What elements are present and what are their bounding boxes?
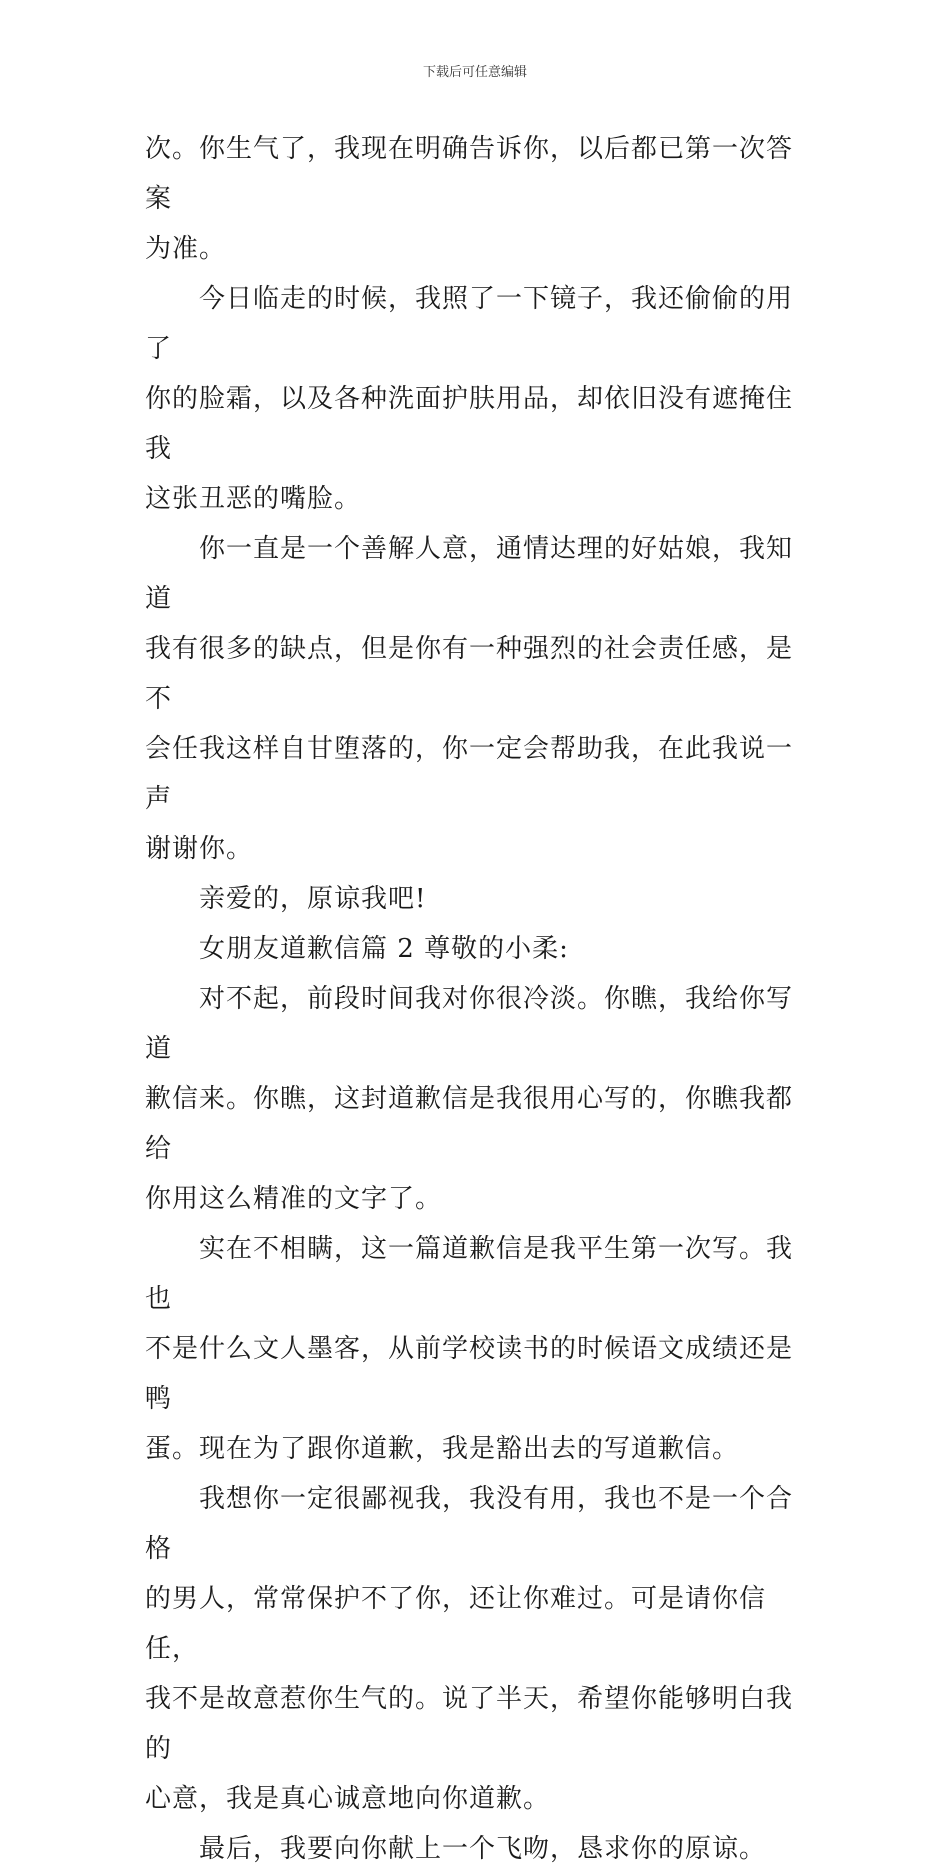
paragraph: 次。你生气了，我现在明确告诉你，以后都已第一次答案 为准。: [145, 134, 794, 264]
paragraph: 最后，我要向你献上一个飞吻，恳求你的原谅。: [145, 1834, 767, 1864]
paragraph: 亲爱的，原谅我吧!: [145, 884, 427, 914]
paragraph: 实在不相瞒，这一篇道歉信是我平生第一次写。我也 不是什么文人墨客，从前学校读书的时候语文成绩还是鸭 蛋。现在为了跟你道歉，我是豁出去的写道歉信。: [145, 1234, 794, 1464]
paragraph: 你一直是一个善解人意，通情达理的好姑娘，我知道 我有很多的缺点，但是你有一种强烈的社会责任感，是不 会任我这样自甘堕落的，你一定会帮助我，在此我说一声 谢谢你。: [145, 534, 794, 864]
section-heading: 女朋友道歉信篇 2 尊敬的小柔:: [145, 934, 569, 964]
paragraph: 我想你一定很鄙视我，我没有用，我也不是一个合格 的男人，常常保护不了你，还让你难过。可是请你信任， 我不是故意惹你生气的。说了半天，希望你能够明白我的 心意，我是真心诚意地向你道歉。: [145, 1484, 794, 1814]
page-header: 下载后可任意编辑: [422, 65, 527, 80]
paragraph: 今日临走的时候，我照了一下镜子，我还偷偷的用了 你的脸霜，以及各种洗面护肤用品，却依旧没有遮掩住我 这张丑恶的嘴脸。: [145, 284, 794, 514]
paragraph: 对不起，前段时间我对你很冷淡。你瞧，我给你写道 歉信来。你瞧，这封道歉信是我很用心写的，你瞧我都给 你用这么精准的文字了。: [145, 984, 794, 1214]
document-body: [145, 124, 807, 1874]
